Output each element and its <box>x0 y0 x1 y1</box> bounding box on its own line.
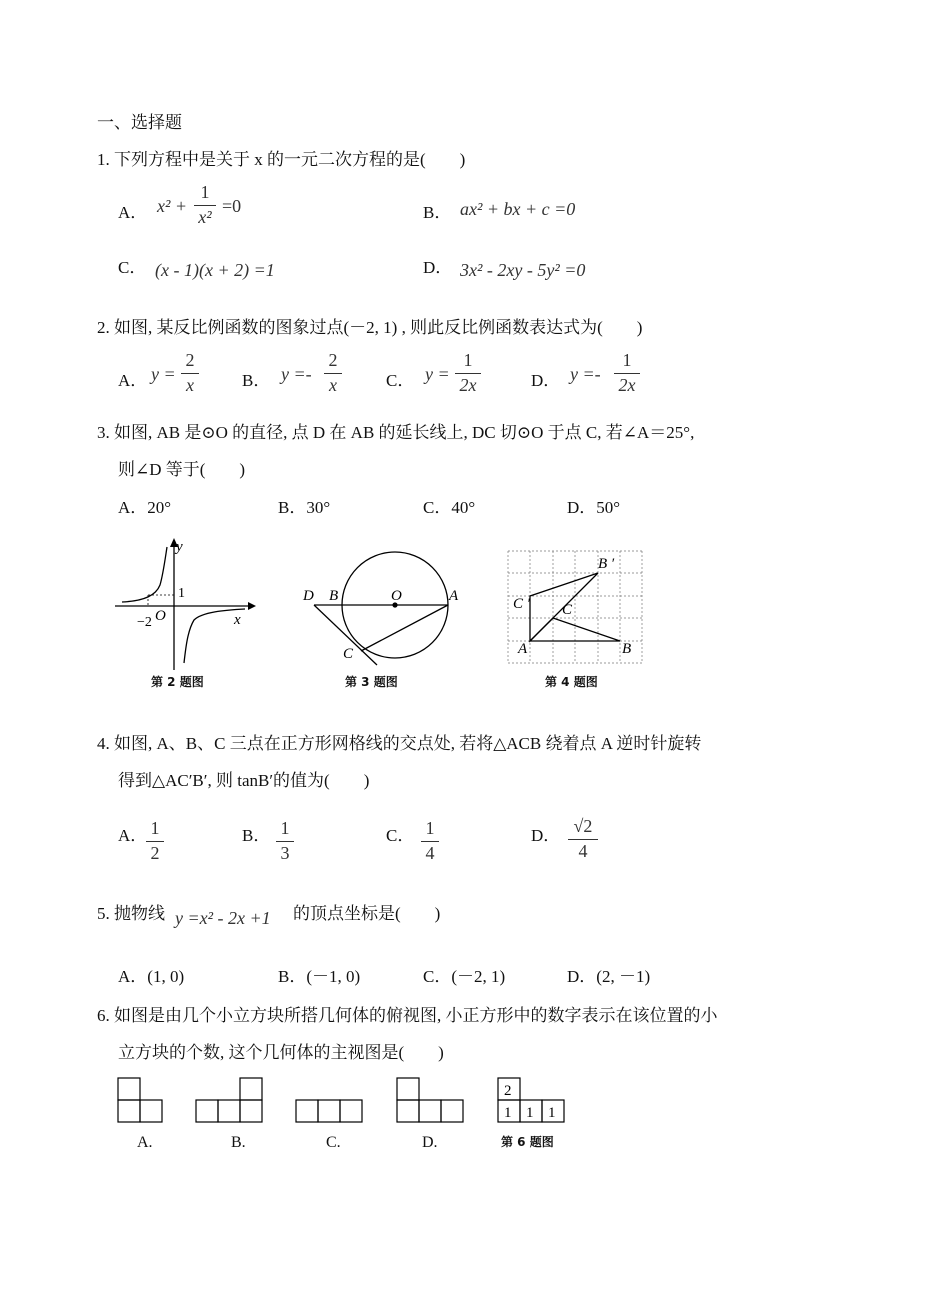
denominator: x <box>329 375 337 395</box>
origin-label: O <box>155 608 166 624</box>
q2-option-d-pre: y =- <box>570 364 601 384</box>
bottom-cell-number-1: 1 <box>504 1105 512 1121</box>
q1-option-a-fraction <box>194 182 216 228</box>
q4-option-d-fraction <box>568 816 598 862</box>
q6-option-d-label: D. <box>422 1134 438 1151</box>
q2-option-d-fraction <box>614 350 640 396</box>
numerator: 1 <box>200 182 210 202</box>
q2-option-a-pre: y = <box>151 364 176 384</box>
figure-4-grid <box>500 543 650 673</box>
numerator: 2 <box>185 350 195 370</box>
label-b-prime: B ′ <box>598 556 615 572</box>
q4-option-d-label: D． <box>531 826 561 845</box>
q2-option-b-label: B． <box>242 371 271 390</box>
question-1-stem: 1. 下列方程中是关于 x 的一元二次方程的是( ) <box>97 150 466 169</box>
q5-option-d: D．(2, －1) <box>567 967 651 986</box>
denominator: x² <box>198 207 212 227</box>
q6-option-a-shape <box>116 1076 168 1126</box>
figure-6-caption: 第 6 题图 <box>501 1135 554 1149</box>
section-title: 一、选择题 <box>97 113 182 132</box>
label-b: B <box>329 588 339 604</box>
q5-option-b: B．(－1, 0) <box>278 967 361 986</box>
q2-option-c-label: C． <box>386 371 415 390</box>
q3-option-b: B．30° <box>278 498 331 517</box>
label-c: C <box>562 602 573 618</box>
denominator: 4 <box>425 843 435 863</box>
figure-4-caption: 第 4 题图 <box>545 675 598 689</box>
label-d: D <box>303 588 314 604</box>
x-axis-label: x <box>234 612 241 628</box>
numerator: 1 <box>463 350 473 370</box>
label-c: C <box>343 646 354 662</box>
question-6-stem: 6. 如图是由几个小立方块所搭几何体的俯视图, 小正方形中的数字表示在该位置的小 <box>97 1006 718 1025</box>
q3-option-a: A．20° <box>118 498 172 517</box>
q1-option-d-expr: 3x² - 2xy - 5y² =0 <box>460 260 586 280</box>
tick-1: 1 <box>178 586 185 601</box>
q6-top-view-figure <box>496 1076 570 1126</box>
q2-option-b-pre: y =- <box>281 364 312 384</box>
denominator: 3 <box>280 843 290 863</box>
q5-parabola-expr: y =x² - 2x +1 <box>175 908 271 928</box>
q4-option-c-fraction <box>421 818 439 864</box>
figure-3-circle <box>295 545 470 670</box>
question-4-stem-line2: 得到△AC′B′, 则 tanB′的值为( ) <box>118 771 370 790</box>
numerator: √2 <box>573 816 593 836</box>
numerator: 1 <box>150 818 160 838</box>
numerator: 1 <box>622 350 632 370</box>
question-3-stem: 3. 如图, AB 是⊙O 的直径, 点 D 在 AB 的延长线上, DC 切⊙O 于点 C, 若∠A＝25°, <box>97 423 695 442</box>
q6-option-a-label: A. <box>137 1134 153 1151</box>
figure-2-caption: 第 2 题图 <box>151 675 204 689</box>
label-o: O <box>391 588 402 604</box>
question-3-stem-line2: 则∠D 等于( ) <box>118 460 246 479</box>
label-a: A <box>449 588 459 604</box>
tick-minus-2: −2 <box>137 615 152 630</box>
question-2-stem: 2. 如图, 某反比例函数的图象过点(－2, 1) , 则此反比例函数表达式为( ) <box>97 318 643 337</box>
bottom-cell-number-2: 1 <box>526 1105 534 1121</box>
q6-option-c-label: C. <box>326 1134 341 1151</box>
denominator: 4 <box>578 841 588 861</box>
q2-option-c-fraction <box>455 350 481 396</box>
q6-option-d-shape <box>395 1076 469 1126</box>
q1-option-b-expr: ax² + bx + c =0 <box>460 199 576 219</box>
question-5-stem-pre: 5. 抛物线 <box>97 904 165 923</box>
question-4-stem: 4. 如图, A、B、C 三点在正方形网格线的交点处, 若将△ACB 绕着点 A 逆时针旋转 <box>97 734 702 753</box>
q1-option-c-label: C． <box>118 258 147 277</box>
q1-option-b-label: B． <box>423 203 452 222</box>
denominator: 2 <box>150 843 160 863</box>
q6-option-b-label: B. <box>231 1134 246 1151</box>
denominator: 2x <box>618 375 636 395</box>
question-5-stem-post: 的顶点坐标是( ) <box>293 904 441 923</box>
q6-option-b-shape <box>194 1076 268 1126</box>
denominator: 2x <box>459 375 477 395</box>
figure-3-caption: 第 3 题图 <box>345 675 398 689</box>
q1-option-a-rhs: =0 <box>222 196 242 216</box>
top-cell-number: 2 <box>504 1083 512 1099</box>
q4-option-b-fraction <box>276 818 294 864</box>
q2-option-a-fraction <box>181 350 199 396</box>
figure-2-hyperbola <box>110 535 260 675</box>
bottom-cell-number-3: 1 <box>548 1105 556 1121</box>
q4-option-a-fraction <box>146 818 164 864</box>
numerator: 1 <box>425 818 435 838</box>
y-axis-label: y <box>176 539 183 555</box>
q6-option-c-shape <box>294 1076 368 1126</box>
question-6-stem-line2: 立方块的个数, 这个几何体的主视图是( ) <box>118 1043 444 1062</box>
q1-option-c-expr: (x - 1)(x + 2) =1 <box>155 260 275 280</box>
numerator: 1 <box>280 818 290 838</box>
q4-option-c-label: C． <box>386 826 415 845</box>
q3-option-c: C．40° <box>423 498 476 517</box>
q2-option-b-fraction <box>324 350 342 396</box>
label-c-prime: C ′ <box>513 596 531 612</box>
q4-option-b-label: B． <box>242 826 271 845</box>
q5-option-c: C．(－2, 1) <box>423 967 506 986</box>
q2-option-c-pre: y = <box>425 364 450 384</box>
q2-option-d-label: D． <box>531 371 561 390</box>
q1-option-a-lhs: x² + <box>157 196 188 216</box>
q4-option-a-label: A． <box>118 826 148 845</box>
label-b: B <box>622 641 632 657</box>
label-a: A <box>518 641 528 657</box>
denominator: x <box>186 375 194 395</box>
q1-option-d-label: D． <box>423 258 453 277</box>
numerator: 2 <box>328 350 338 370</box>
q2-option-a-label: A． <box>118 371 148 390</box>
q5-option-a: A．(1, 0) <box>118 967 185 986</box>
q3-option-d: D．50° <box>567 498 621 517</box>
q1-option-a-label: A． <box>118 203 148 222</box>
